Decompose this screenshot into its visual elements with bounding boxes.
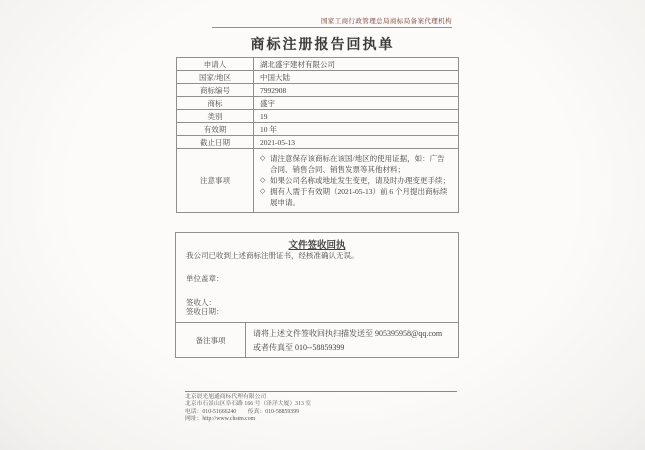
table-row xyxy=(177,110,459,123)
remark-label: 备注事项 xyxy=(176,323,246,358)
remark-row xyxy=(176,323,458,358)
table-row xyxy=(177,84,459,97)
receipt-box xyxy=(175,232,459,358)
row-label-deadline: 截止日期 xyxy=(177,136,254,149)
signer-label: 签收人： xyxy=(186,298,216,307)
agency-registration-note: 国家工商行政管理总局商标局备案代理机构 xyxy=(320,18,452,25)
note-item xyxy=(260,175,452,186)
row-label-applicant: 申请人 xyxy=(177,58,254,71)
header-divider xyxy=(212,27,452,28)
receipt-section-title: 文件签收回执 xyxy=(288,241,346,251)
note-item xyxy=(260,186,452,208)
row-label-class: 类别 xyxy=(177,110,254,123)
row-label-validity: 有效期 xyxy=(177,123,254,136)
table-row xyxy=(177,97,459,110)
remark-line-email: 请将上述文件签收回执扫描发送至 905395958@qq.com xyxy=(253,329,443,338)
footer-divider xyxy=(185,391,457,392)
table-row xyxy=(177,71,459,84)
footer-company-name: 北京晨光旭通商标代理有限公司 xyxy=(185,394,267,400)
diamond-bullet-icon: ◇ xyxy=(260,187,266,195)
diamond-bullet-icon: ◇ xyxy=(260,176,266,184)
footer-phone-fax: 电话：010-51666240 传真：010-58859399 xyxy=(185,408,300,415)
table-row xyxy=(177,123,459,136)
row-value-deadline: 2021-05-13 xyxy=(254,136,459,149)
row-value-trademark-number: 7992908 xyxy=(254,84,459,97)
table-row-notes xyxy=(177,149,459,213)
receipt-statement: 我公司已收到上述商标注册证书，经核准确认无误。 xyxy=(186,251,359,260)
row-value-class: 19 xyxy=(254,110,459,123)
row-label-trademark-number: 商标编号 xyxy=(177,84,254,97)
document-title: 商标注册报告回执单 xyxy=(250,38,395,53)
row-value-trademark: 盛宇 xyxy=(254,97,459,110)
note-item xyxy=(260,153,452,175)
footer-address: 北京市石景山区阜石路 166 号（泽洋大厦）313 室 xyxy=(185,401,312,408)
table-row xyxy=(177,58,459,71)
row-label-country: 国家/地区 xyxy=(177,71,254,84)
company-stamp-label: 单位盖章： xyxy=(186,274,224,283)
row-value-applicant: 湖北盛宇建材有限公司 xyxy=(254,58,459,71)
note-text: 拥有人需于有效期（2021-05-13）前 6 个月提出商标续展申请。 xyxy=(270,187,448,207)
sign-date-label: 签收日期： xyxy=(186,307,224,316)
receipt-signature-section xyxy=(176,233,458,323)
row-value-country: 中国大陆 xyxy=(254,71,459,84)
row-label-notes: 注意事项 xyxy=(177,149,254,213)
remark-line-fax: 或者传真至 010--58859399 xyxy=(253,343,345,352)
trademark-info-table xyxy=(176,57,459,213)
row-label-trademark: 商标 xyxy=(177,97,254,110)
note-text: 如果公司名称或地址发生变更，请及时办理变更手续； xyxy=(270,176,450,185)
row-value-validity: 10 年 xyxy=(254,123,459,136)
footer-website: 网址：http://www.chstm.com xyxy=(185,416,256,423)
table-row xyxy=(177,136,459,149)
diamond-bullet-icon: ◇ xyxy=(260,154,266,162)
note-text: 请注意保存该商标在该国/地区的使用证据，如：广告合同、销售合同、销售发票等其他材料； xyxy=(270,154,445,174)
agency-footer xyxy=(185,391,457,424)
notes-cell xyxy=(254,149,459,213)
remark-content xyxy=(246,323,458,358)
